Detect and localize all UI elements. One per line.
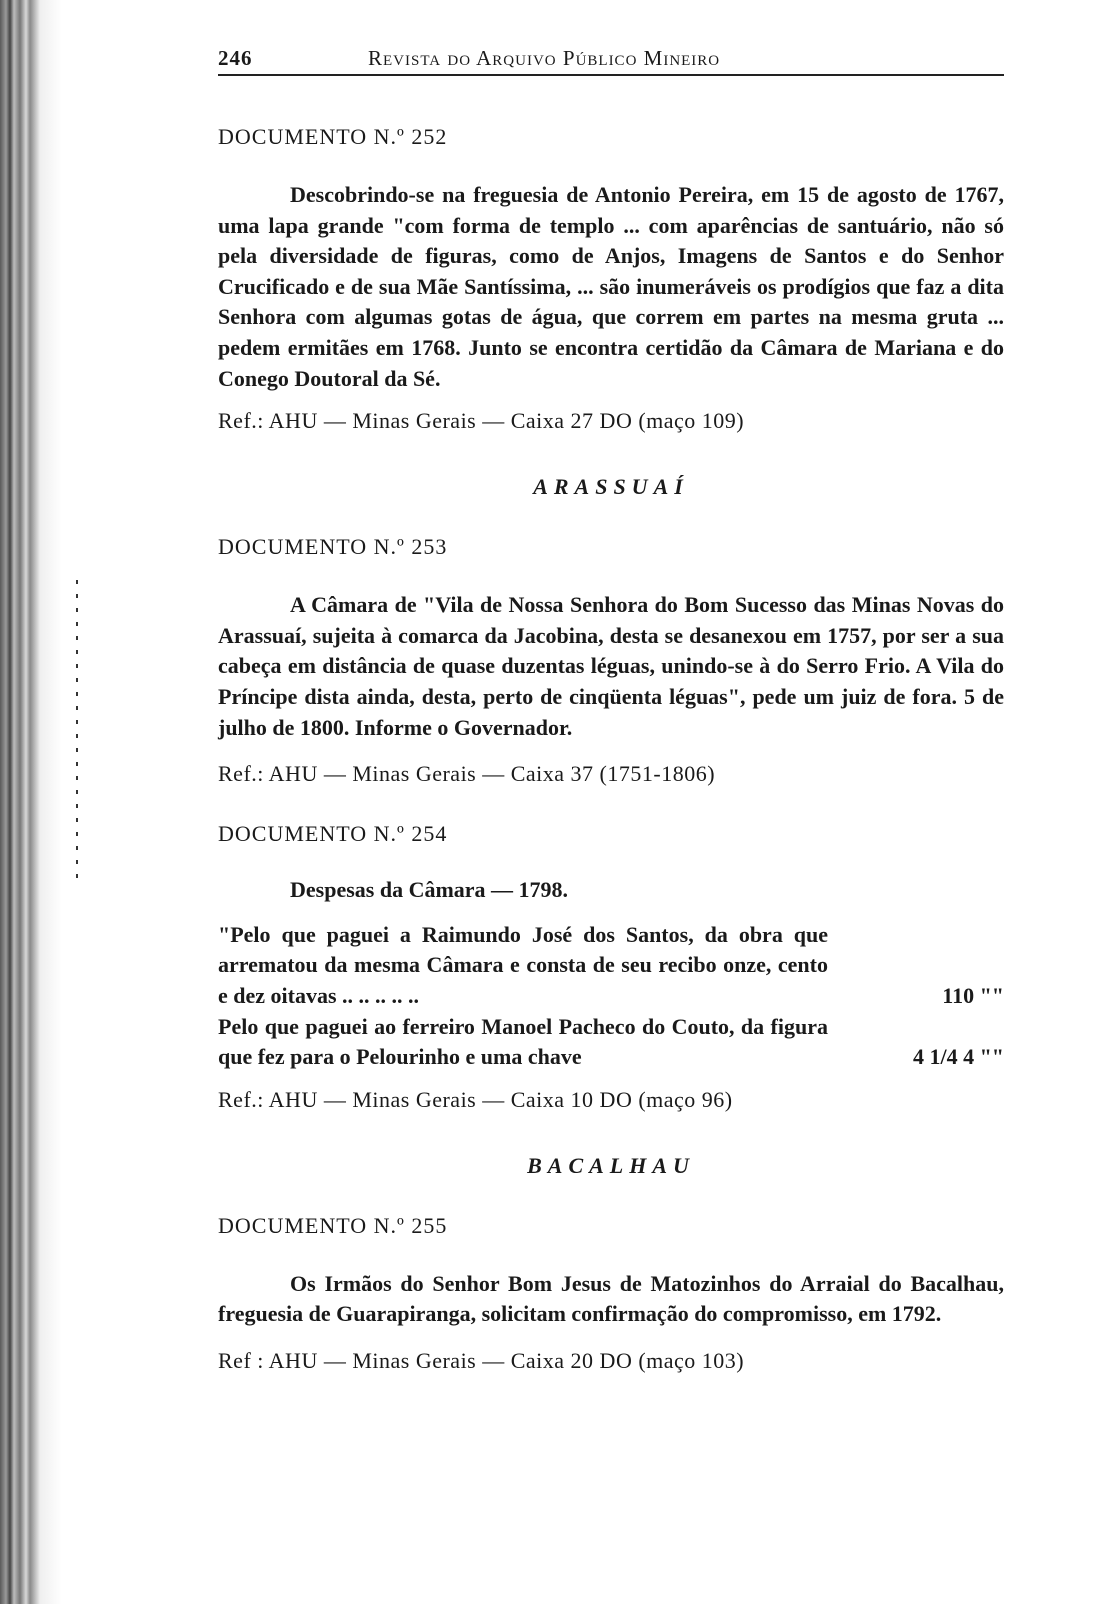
expense-item <box>218 1012 1004 1073</box>
doc-254-intro: Despesas da Câmara — 1798. <box>290 877 569 903</box>
margin-mark <box>76 580 78 880</box>
expense-item-text: Pelo que paguei ao ferreiro Manoel Pacheco do Couto, da figura que fez para o Pelourinho e uma chave <box>218 1013 828 1070</box>
doc-254-ref: Ref.: AHU — Minas Gerais — Caixa 10 DO (maço 96) <box>218 1086 733 1112</box>
running-head <box>218 40 1004 76</box>
expense-item-text: "Pelo que paguei a Raimundo José dos Santos, da obra que arrematou da mesma Câmara e consta de seu recibo onze, cento e dez oitavas .. .. .. .. .. <box>218 921 828 1008</box>
journal-title: Revista do Arquivo Público Mineiro <box>368 46 721 70</box>
doc-255-text: Os Irmãos do Senhor Bom Jesus de Matozinhos do Arraial do Bacalhau, freguesia de Guarapiranga, solicitam confirmação do compromisso, em 1792. <box>218 1270 1004 1327</box>
doc-253-heading: DOCUMENTO N.º 253 <box>218 534 448 560</box>
expense-item-amount: 4 1/4 4 "" <box>912 1044 1004 1070</box>
doc-254-heading: DOCUMENTO N.º 254 <box>218 821 448 847</box>
doc-253-text: A Câmara de "Vila de Nossa Senhora do Bom Sucesso das Minas Novas do Arassuaí, sujeita à comarca da Jacobina, desta se desanexou em 1757, por ser a sua cabeça em distância de quase duzentas léguas, unindo-se à do Serro Frio. A Vila do Príncipe dista ainda, desta, perto de cinqüenta léguas", pede um juiz de fora. 5 de julho de 1800. Informe o Governador. <box>218 592 1004 740</box>
section-heading-arassuai: ARASSUAÍ <box>533 474 689 500</box>
doc-252-text: Descobrindo-se na freguesia de Antonio Pereira, em 15 de agosto de 1767, uma lapa grande "com forma de templo ... com aparências de santuário, não só pela diversidade de figuras, como de Anjos, Imagens de Santos e do Senhor Crucificado e de sua Mãe Santíssima, ... são inumeráveis os prodígios que faz a dita Senhora com algumas gotas de água, que correm em partes na mesma gruta ... pedem ermitães em 1768. Junto se encontra certidão da Câmara de Mariana e do Conego Doutoral da Sé. <box>218 182 1004 391</box>
book-spine-shadow <box>0 0 62 1604</box>
doc-255-heading: DOCUMENTO N.º 255 <box>218 1212 448 1238</box>
section-heading-bacalhau: BACALHAU <box>527 1152 695 1178</box>
page-content <box>218 40 1004 1374</box>
expense-item <box>218 920 1004 1012</box>
expense-item-amount: 110 "" <box>942 982 1004 1008</box>
doc-255-ref: Ref : AHU — Minas Gerais — Caixa 20 DO (maço 103) <box>218 1347 745 1373</box>
doc-252-ref: Ref.: AHU — Minas Gerais — Caixa 27 DO (maço 109) <box>218 408 745 434</box>
doc-253-ref: Ref.: AHU — Minas Gerais — Caixa 37 (1751-1806) <box>218 761 716 787</box>
page-number: 246 <box>218 46 253 70</box>
doc-252-heading: DOCUMENTO N.º 252 <box>218 124 448 149</box>
